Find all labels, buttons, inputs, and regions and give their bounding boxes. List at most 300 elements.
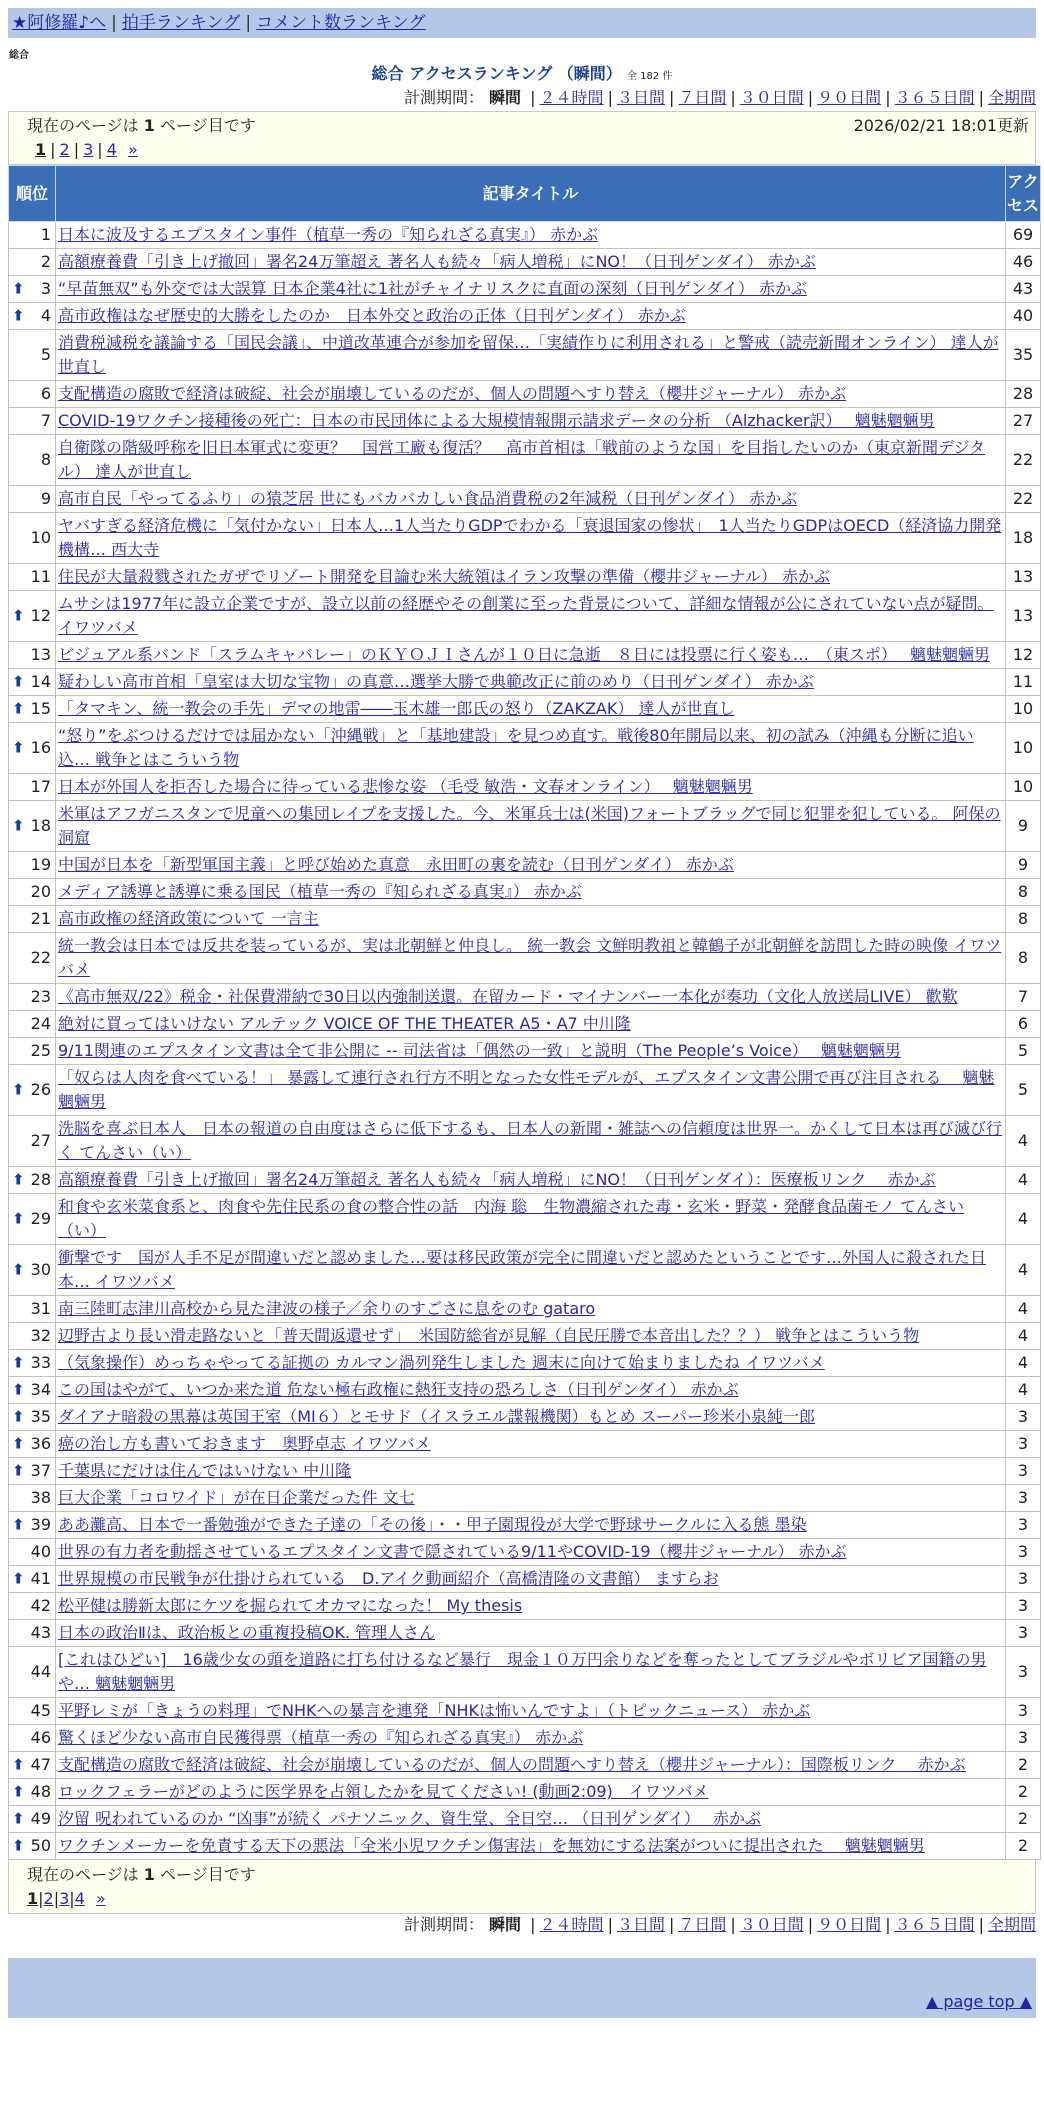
table-row [9,1458,1041,1485]
access-count: 10 [1006,774,1041,801]
article-link[interactable]: 「タマキン、統一教会の手先」デマの地雷――玉木雄一郎氏の怒り（ZAKZAK） 達人が世直し [58,699,735,718]
period-current: 瞬間 [489,1915,522,1934]
separator: | [978,1915,984,1934]
page-top-link[interactable]: ▲ page top ▲ [925,1992,1032,2011]
period-link[interactable]: ７日間 [678,1915,727,1934]
title-cell [56,1404,1006,1431]
title-cell [56,906,1006,933]
access-count: 4 [1006,1296,1041,1323]
pager-top [8,111,1036,165]
rank-cell [9,249,56,276]
page-link[interactable]: 3 [59,1889,70,1908]
table-row [9,513,1041,564]
rank-number: 26 [30,1080,51,1099]
title-cell [56,1377,1006,1404]
access-count: 28 [1006,381,1041,408]
table-row [9,642,1041,669]
rank-number: 45 [30,1701,51,1720]
rank-number: 34 [30,1380,51,1399]
article-link[interactable]: 和食や玄米菜食系と、肉食や先住民系の食の整合性の話 内海 聡 生物濃縮された毒・玄米・野菜・発酵食品菌モノ てんさい（い） [58,1197,965,1240]
rank-cell [9,1620,56,1647]
article-link[interactable]: この国はやがて、いつか来た道 危ない極右政権に熱狂支持の恐ろしさ（日刊ゲンダイ） 赤かぶ [58,1380,739,1399]
rank-cell [9,1377,56,1404]
rank-cell [9,1647,56,1698]
rank-up-arrow-icon: ⬆ [12,1809,25,1828]
rank-up-arrow-icon: ⬆ [12,672,25,691]
rank-number: 4 [40,306,51,325]
article-link[interactable]: （気象操作）めっちゃやってる証拠の カルマン渦列発生しました 週末に向けて始まりましたね イワツバメ [58,1353,825,1372]
clap-ranking-link[interactable]: 拍手ランキング [121,13,241,33]
rank-number: 39 [30,1515,51,1534]
article-link[interactable]: 辺野古より長い滑走路ないと「普天間返還せず」 米国防総省が見解（自民圧勝で本音出した？？） 戦争とはこういう物 [58,1326,920,1345]
page-title: 総合 アクセスランキング （瞬間） [371,64,622,83]
article-link[interactable]: ダイアナ暗殺の黒幕は英国王室（MI６）とモサド（イスラエル諜報機関）もとめ スーパー珍米小泉純一郎 [58,1407,816,1426]
rank-cell [9,1194,56,1245]
rank-cell [9,879,56,906]
rank-number: 29 [30,1209,51,1228]
title-cell [56,435,1006,486]
rank-cell [9,222,56,249]
rank-cell [9,1431,56,1458]
table-row [9,1350,1041,1377]
rank-number: 36 [30,1434,51,1453]
rank-cell [9,1011,56,1038]
rank-cell [9,513,56,564]
rank-cell [9,1038,56,1065]
rank-number: 7 [40,411,51,430]
period-link[interactable]: ７日間 [678,88,727,107]
rank-number: 32 [30,1326,51,1345]
period-link[interactable]: ３日間 [616,88,665,107]
access-count: 22 [1006,435,1041,486]
rank-number: 48 [30,1782,51,1801]
ranking-heading [0,64,1044,87]
article-link[interactable]: 「奴らは人肉を食べている！」 暴露して連行され行方不明となった女性モデルが、エプスタイン文書公開で再び注目される 魑魅魍魎男 [58,1068,995,1111]
article-link[interactable]: “怒り”をぶつけるだけでは届かない「沖縄戦」と「基地建設」を見つめ直す。戦後80年開局以来、初の試み（沖縄も分断に追い込… 戦争とはこういう物 [58,726,974,769]
rank-number: 35 [30,1407,51,1426]
access-count: 3 [1006,1431,1041,1458]
access-count: 5 [1006,1065,1041,1116]
rank-number: 37 [30,1461,51,1480]
category-label: 総合 [9,50,29,61]
page-links [27,138,1023,163]
access-count: 27 [1006,408,1041,435]
page-link[interactable]: 4 [106,140,117,159]
article-link[interactable]: 衝撃です 国が人手不足が間違いだと認めました…要は移民政策が完全に間違いだと認めたということです…外国人に殺された日本… イワツバメ [58,1248,987,1291]
access-count: 5 [1006,1038,1041,1065]
rank-cell [9,435,56,486]
updated-timestamp: 2026/02/21 18:01更新 [853,116,1029,135]
access-count: 10 [1006,696,1041,723]
title-cell [56,696,1006,723]
table-row [9,1296,1041,1323]
period-link[interactable]: 全期間 [987,1915,1036,1934]
period-link[interactable]: ９０日間 [817,1915,882,1934]
table-row [9,1194,1041,1245]
table-row [9,222,1041,249]
article-link[interactable]: メディア誘導と誘導に乗る国民（植草一秀の『知られざる真実』） 赤かぶ [58,882,582,901]
access-count: 6 [1006,1011,1041,1038]
table-row [9,486,1041,513]
article-link[interactable]: 《高市無双/22》税金・社保費滞納で30日以内強制送還。在留カード・マイナンバー一本化が奏功（文化人放送局LIVE） 歡歎 [58,987,958,1006]
rank-header: 順位 [9,166,56,222]
article-link[interactable]: 日本に波及するエプスタイン事件（植草一秀の『知られざる真実』） 赤かぶ [58,225,599,244]
rank-cell [9,1725,56,1752]
access-count: 7 [1006,984,1041,1011]
rank-cell [9,1566,56,1593]
page-link[interactable]: 2 [59,140,70,159]
table-row [9,984,1041,1011]
comment-ranking-link[interactable]: コメント数ランキング [256,13,426,33]
table-row [9,1323,1041,1350]
article-link[interactable]: 日本が外国人を拒否した場合に待っている悲惨な姿 （毛受 敏浩・文春オンライン） 魑魅魍魎男 [58,777,753,796]
title-cell [56,222,1006,249]
rank-number: 6 [40,384,51,403]
title-cell [56,1512,1006,1539]
table-row [9,276,1041,303]
title-cell [56,1806,1006,1833]
rank-cell [9,330,56,381]
rank-cell [9,1539,56,1566]
table-row [9,591,1041,642]
table-row [9,1647,1041,1698]
title-cell [56,276,1006,303]
page-link[interactable]: 3 [83,140,94,159]
title-cell [56,723,1006,774]
article-link[interactable]: 千葉県にだけは住んではいけない 中川隆 [58,1461,352,1480]
access-header: アクセス [1006,166,1041,222]
rank-number: 12 [30,606,51,625]
table-row [9,249,1041,276]
period-link[interactable]: ２４時間 [539,1915,604,1934]
article-link[interactable]: 高市政権の経済政策について 一言主 [58,909,319,928]
page-current: 1 [27,1889,39,1908]
rank-up-arrow-icon: ⬆ [12,1434,25,1453]
access-count: 22 [1006,486,1041,513]
rank-number: 28 [30,1170,51,1189]
access-count: 3 [1006,1593,1041,1620]
access-count: 4 [1006,1194,1041,1245]
access-count: 8 [1006,879,1041,906]
separator: | [730,1915,736,1934]
article-link[interactable]: ああ灘高、日本で一番勉強ができた子達の「その後」・・甲子園現役が大学で野球サークルに入る態 墨染 [58,1515,807,1534]
access-count: 3 [1006,1458,1041,1485]
access-count: 4 [1006,1377,1041,1404]
rank-cell [9,486,56,513]
article-link[interactable]: 米軍はアフガニスタンで児童への集団レイプを支援した。今、米軍兵士は(米国)フォートブラッグで同じ犯罪を犯している。 阿保の洞窟 [58,804,1001,847]
separator: | [111,13,117,33]
title-cell [56,486,1006,513]
article-link[interactable]: 住民が大量殺戮されたガザでリゾート開発を目論む米大統領はイラン攻撃の準備（櫻井ジャーナル） 赤かぶ [58,567,830,586]
rank-cell [9,1404,56,1431]
title-cell [56,852,1006,879]
table-row [9,1167,1041,1194]
access-count: 3 [1006,1647,1041,1698]
title-cell [56,1725,1006,1752]
access-count: 12 [1006,642,1041,669]
table-row [9,1512,1041,1539]
rank-cell [9,381,56,408]
access-count: 46 [1006,249,1041,276]
separator: | [807,1915,814,1934]
access-count: 9 [1006,852,1041,879]
access-count: 9 [1006,801,1041,852]
title-cell [56,303,1006,330]
rank-number: 22 [30,948,51,967]
article-link[interactable]: 世界の有力者を動揺させているエプスタイン文書で隠されている9/11やCOVID-19（櫻井ジャーナル） 赤かぶ [58,1542,847,1561]
article-link[interactable]: 驚くほど少ない高市自民獲得票（植草一秀の『知られざる真実』） 赤かぶ [58,1728,584,1747]
separator: | [668,1915,675,1934]
table-row [9,801,1041,852]
rank-number: 38 [30,1488,51,1507]
article-link[interactable]: 癌の治し方も書いておきます 奥野卓志 イワツバメ [58,1434,431,1453]
rank-number: 19 [30,855,51,874]
title-cell [56,1116,1006,1167]
article-link[interactable]: 自衛隊の階級呼称を旧日本軍式に変更？ 国営工廠も復活？ 高市首相は「戦前のような国」を目指したいのか（東京新聞デジタル） 達人が世直し [58,438,986,481]
separator: | [607,1915,613,1934]
table-row [9,435,1041,486]
rank-number: 8 [40,450,51,469]
rank-cell [9,852,56,879]
title-cell [56,381,1006,408]
title-cell [56,591,1006,642]
rank-number: 42 [30,1596,51,1615]
access-count: 3 [1006,1512,1041,1539]
rank-number: 44 [30,1662,51,1681]
rank-up-arrow-icon: ⬆ [12,1836,25,1855]
article-link[interactable]: 消費税減税を議論する「国民会議」、中道改革連合が参加を留保…「実績作りに利用される」と警戒（読売新聞オンライン） 達人が世直し [58,333,999,376]
access-count: 4 [1006,1116,1041,1167]
table-row [9,1833,1041,1860]
separator: | [245,13,252,33]
rank-cell [9,696,56,723]
access-count: 69 [1006,222,1041,249]
article-link[interactable]: 統一教会は日本では反共を装っているが、実は北朝鮮と仲良し。 統一教会 文鮮明教祖と韓鶴子が北朝鮮を訪問した時の映像 イワツバメ [58,936,1002,979]
rank-number: 31 [30,1299,51,1318]
title-cell [56,879,1006,906]
access-count: 8 [1006,906,1041,933]
table-row [9,1539,1041,1566]
article-link[interactable]: “早苗無双”も外交では大誤算 日本企業4社に1社がチャイナリスクに直面の深刻（日刊ゲンダイ） 赤かぶ [58,279,808,298]
article-link[interactable]: ムサシは1977年に設立企業ですが、設立以前の経歴やその創業に至った背景について、詳細な情報が公にされていない点が疑問。 イワツバメ [58,594,994,637]
title-cell [56,1779,1006,1806]
title-cell [56,513,1006,564]
rank-up-arrow-icon: ⬆ [12,1080,25,1099]
rank-cell [9,984,56,1011]
rank-number: 5 [40,345,51,364]
period-link[interactable]: ３６５日間 [894,1915,975,1934]
next-page-link[interactable]: » [95,1889,106,1908]
access-count: 11 [1006,669,1041,696]
page-link[interactable]: 2 [43,1889,54,1908]
rank-number: 18 [30,816,51,835]
table-row [9,1485,1041,1512]
separator: | [730,88,736,107]
article-link[interactable]: 疑わしい高市首相「皇室は大切な宝物」の真意…選挙大勝で典範改正に前のめり（日刊ゲンダイ） 赤かぶ [58,672,814,691]
separator: | [807,88,814,107]
table-row [9,774,1041,801]
title-cell [56,330,1006,381]
article-link[interactable]: ワクチンメーカーを免責する天下の悪法「全米小児ワクチン傷害法」を無効にする法案がついに提出された 魑魅魍魎男 [58,1836,925,1855]
title-cell [56,1245,1006,1296]
article-link[interactable]: 松平健は勝新太郎にケツを掘られてオカマになった！ My thesis [58,1596,523,1615]
title-cell [56,1752,1006,1779]
table-row [9,1404,1041,1431]
title-cell [56,1431,1006,1458]
table-row [9,696,1041,723]
table-row [9,879,1041,906]
access-count: 4 [1006,1350,1041,1377]
rank-number: 13 [30,645,51,664]
rank-cell [9,1485,56,1512]
access-count: 3 [1006,1485,1041,1512]
access-count: 3 [1006,1725,1041,1752]
rank-number: 3 [40,279,51,298]
separator: | [668,88,675,107]
period-label: 計測期間： [403,1915,484,1934]
rank-up-arrow-icon: ⬆ [12,1569,25,1588]
rank-cell [9,276,56,303]
title-cell [56,1485,1006,1512]
article-link[interactable]: 巨大企業「コロワイド」が在日企業だった件 文七 [58,1488,415,1507]
article-link[interactable]: ビジュアル系バンド「スラムキャバレー」のＫＹＯＪＩさんが１０日に急逝 ８日には投票に行く姿も… （東スポ） 魑魅魍魎男 [58,645,990,664]
period-link[interactable]: ９０日間 [817,88,882,107]
title-cell [56,1323,1006,1350]
title-cell [56,933,1006,984]
rank-number: 40 [30,1542,51,1561]
footer-bar [8,1988,1036,2018]
period-selector [0,1914,1044,1936]
access-count: 4 [1006,1323,1041,1350]
rank-cell [9,408,56,435]
rank-number: 15 [30,699,51,718]
access-count: 3 [1006,1566,1041,1593]
table-row [9,1431,1041,1458]
rank-cell [9,1245,56,1296]
title-cell [56,1833,1006,1860]
title-cell [56,1038,1006,1065]
title-cell [56,1194,1006,1245]
top-nav-bar [8,8,1036,38]
period-selector [0,87,1044,109]
access-count: 13 [1006,564,1041,591]
title-cell [56,1167,1006,1194]
rank-cell [9,1458,56,1485]
title-cell [56,1296,1006,1323]
article-link[interactable]: 世界規模の市民戦争が仕掛けられている D.アイク動画紹介（高橋清隆の文書館） ますらお [58,1569,719,1588]
title-cell [56,801,1006,852]
title-cell [56,249,1006,276]
table-header-row [9,166,1041,222]
table-row [9,1566,1041,1593]
period-link[interactable]: ３日間 [616,1915,665,1934]
rank-cell [9,1698,56,1725]
separator: | [73,140,80,159]
article-link[interactable]: ヤバすぎる経済危機に「気付かない」日本人…1人当たりGDPでわかる「衰退国家の惨状」 1人当たりGDPはOECD（経済協力開発機構… 西大寺 [58,516,1002,559]
title-cell [56,1350,1006,1377]
table-row [9,1725,1041,1752]
article-link[interactable]: ロックフェラーがどのように医学界を占領したかを見てください! (動画2:09) イワツバメ [58,1782,709,1801]
next-page-link[interactable]: » [127,140,138,159]
period-link[interactable]: ３０日間 [739,88,804,107]
rank-cell [9,591,56,642]
page-link[interactable]: 4 [74,1889,85,1908]
separator: | [38,1889,44,1908]
rank-number: 47 [30,1755,51,1774]
separator: | [97,140,103,159]
rank-cell [9,1167,56,1194]
rank-number: 30 [30,1260,51,1279]
rank-cell [9,1512,56,1539]
article-link[interactable]: 平野レミが「きょうの料理」でNHKへの暴言を連発「NHKは怖いんですよ」（トピックニュース） 赤かぶ [58,1701,811,1720]
article-link[interactable]: 日本の政治Ⅱは、政治板との重複投稿OK. 管理人さん [58,1623,436,1642]
access-count: 2 [1006,1806,1041,1833]
article-link[interactable]: 支配構造の腐敗で経済は破綻、社会が崩壊しているのだが、個人の問題へすり替え（櫻井ジャーナル）：国際板リンク 赤かぶ [58,1755,966,1774]
rank-cell [9,1350,56,1377]
article-link[interactable]: 汐留 呪われているのか “凶事”が続く パナソニック、資生堂、全日空… （日刊ゲンダイ） 赤かぶ [58,1809,761,1828]
article-link[interactable]: 絶対に買ってはいけない アルテック VOICE OF THE THEATER A5・A7 中川隆 [58,1014,631,1033]
title-cell [56,984,1006,1011]
title-cell [56,1011,1006,1038]
title-cell [56,1458,1006,1485]
rank-up-arrow-icon: ⬆ [12,738,25,757]
article-link[interactable]: 中国が日本を「新型軍国主義」と呼び始めた真意 永田町の裏を読む（日刊ゲンダイ） 赤かぶ [58,855,734,874]
article-link[interactable]: COVID-19ワクチン接種後の死亡：日本の市民団体による大規模情報開示請求データの分析 （Alzhacker訳） 魑魅魍魎男 [58,411,935,430]
article-link[interactable]: 9/11関連のエプスタイン文書は全て非公開に -- 司法省は「偶然の一致」と説明（The People’s Voice） 魑魅魍魎男 [58,1041,901,1060]
article-link[interactable]: 高市自民「やってるふり」の猿芝居 世にもバカバカしい食品消費税の2年減税（日刊ゲンダイ） 赤かぶ [58,489,798,508]
access-count: 3 [1006,1620,1041,1647]
article-link[interactable]: 洗脳を喜ぶ日本人 日本の報道の自由度はさらに低下するも、日本人の新聞・雑誌への信頼度は世界一。かくして日本は再び滅び行く てんさい（い） [58,1119,1003,1162]
table-row [9,1065,1041,1116]
rank-number: 9 [40,489,51,508]
article-link[interactable]: 南三陸町志津川高校から見た津波の様子／余りのすごさに息をのむ gataro [58,1299,596,1318]
table-row [9,1593,1041,1620]
rank-number: 16 [30,738,51,757]
table-row [9,1779,1041,1806]
article-link[interactable]: 高市政権はなぜ歴史的大勝をしたのか 日本外交と政治の正体（日刊ゲンダイ） 赤かぶ [58,306,686,325]
article-link[interactable]: 高額療養費「引き上げ撤回」署名24万筆超え 著名人も続々「病人増税」にNO！（日刊ゲンダイ） 赤かぶ [58,252,816,271]
item-count: 全 182 件 [626,71,673,82]
rank-number: 24 [30,1014,51,1033]
article-link[interactable]: [これはひどい] 16歳少女の頭を道路に打ち付けるなど暴行 現金１０万円余りなどを奪ったとしてブラジルやボリビア国籍の男や… 魑魅魍魎男 [58,1650,987,1693]
access-count: 10 [1006,723,1041,774]
period-link[interactable]: ２４時間 [539,88,604,107]
period-current: 瞬間 [489,88,522,107]
separator: | [50,140,56,159]
rank-up-arrow-icon: ⬆ [12,1755,25,1774]
rank-number: 10 [30,528,51,547]
period-link[interactable]: ３０日間 [739,1915,804,1934]
rank-up-arrow-icon: ⬆ [12,816,25,835]
rank-cell [9,1065,56,1116]
rank-number: 33 [30,1353,51,1372]
article-link[interactable]: 高額療養費「引き上げ撤回」署名24万筆超え 著名人も続々「病人増税」にNO！（日刊ゲンダイ）：医療板リンク 赤かぶ [58,1170,936,1189]
rank-cell [9,774,56,801]
rank-cell [9,1323,56,1350]
article-link[interactable]: 支配構造の腐敗で経済は破綻、社会が崩壊しているのだが、個人の問題へすり替え（櫻井ジャーナル） 赤かぶ [58,384,846,403]
rank-cell [9,642,56,669]
access-count: 40 [1006,303,1041,330]
home-link[interactable]: ★阿修羅♪へ [12,13,107,33]
table-row [9,906,1041,933]
separator: | [978,88,984,107]
rank-number: 41 [30,1569,51,1588]
title-cell [56,669,1006,696]
period-link[interactable]: 全期間 [987,88,1036,107]
period-link[interactable]: ３６５日間 [894,88,975,107]
current-page-text: 現在のページは 1 ページ目です [27,116,256,135]
rank-number: 1 [40,225,51,244]
